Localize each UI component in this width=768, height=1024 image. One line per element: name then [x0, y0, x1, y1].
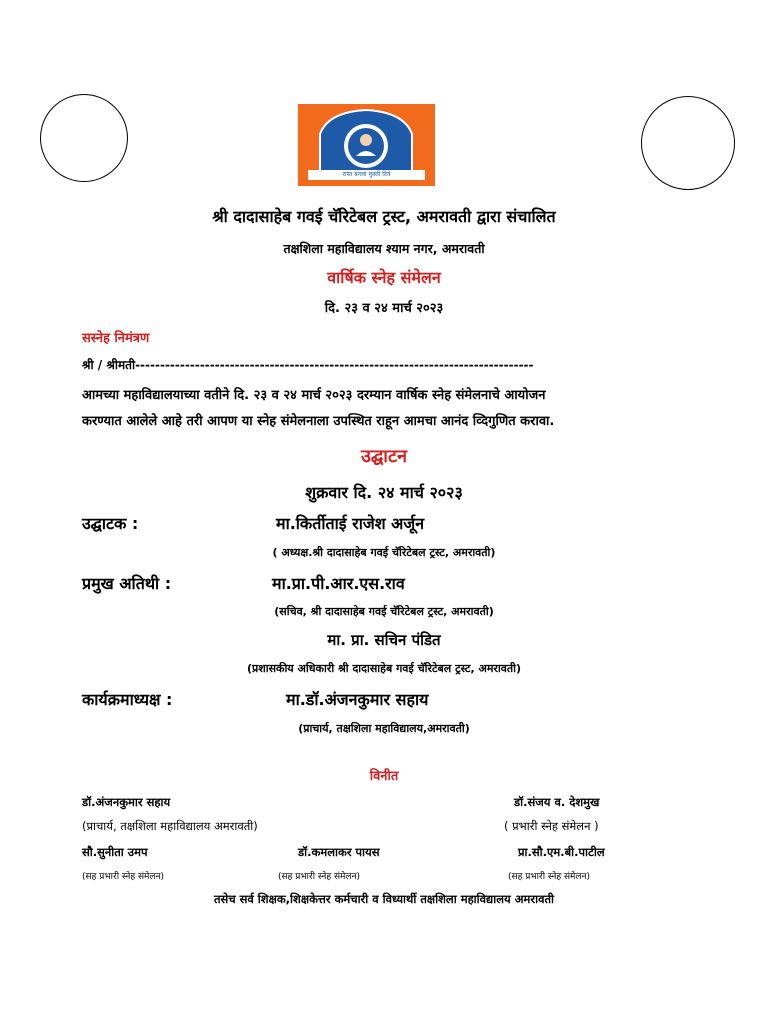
inaugurator-name: मा.किर्तीताई राजेश अर्जून [276, 514, 425, 533]
trust-logo [298, 104, 435, 186]
inaugurator-role: ( अध्यक्ष.श्री दादासाहेब गवई चॅरिटेबल ट्रस्ट, अमरावती) [272, 546, 496, 559]
inaugurator-label: उद्घाटक : [82, 514, 139, 533]
college-line: तक्षशिला महाविद्यालय श्याम नगर, अमरावती [283, 241, 485, 256]
signatory-4-name: डॉ.कमलाकर पायस [298, 845, 380, 859]
trust-line: श्री दादासाहेब गवई चॅरिटेबल ट्रस्ट, अमरावती द्वारा संचालित [212, 207, 556, 226]
signatory-4-role: (सह प्रभारी स्नेह संमेलन) [278, 872, 361, 882]
invite-heading: सस्नेह निमंत्रण [82, 331, 150, 346]
signatory-2-role: ( प्रभारी स्नेह संमेलन ) [504, 819, 599, 833]
signatory-5-role: (सह प्रभारी स्नेह संमेलन) [508, 872, 591, 882]
guest2-name: मा. प्रा. सचिन पंडित [327, 631, 441, 649]
event-title: वार्षिक स्नेह संमेलन [327, 268, 441, 287]
president-role: (प्राचार्य, तक्षशिला महाविद्यालय,अमरावती) [298, 722, 470, 735]
signatory-1-name: डॉ.अंजनकुमार सहाय [82, 795, 171, 809]
chief-guest-name: मा.प्रा.पी.आर.एस.राव [272, 574, 405, 593]
president-label: कार्यक्रमाध्यक्ष : [82, 690, 173, 709]
guest2-role: (प्रशासकीय अधिकारी श्री दादासाहेब गवई चॅरिटेबल ट्रस्ट, अमरावती) [246, 662, 522, 675]
chief-guest-role: (सचिव, श्री दादासाहेब गवई चॅरिटेबल ट्रस्ट, अमरावती) [274, 605, 494, 618]
signatory-5-name: प्रा.सौ.एम.बी.पाटील [518, 845, 605, 859]
invite-body-line2: करण्यात आलेले आहे तरी आपण या स्नेह संमेलनाला उपस्थित राहून आमचा आनंद व्दिगुणित करावा. [82, 414, 555, 429]
footer-line: तसेच सर्व शिक्षक,शिक्षकेत्तर कर्मचारी व विध्यार्थी तक्षशिला महाविद्यालय अमरावती [213, 892, 554, 906]
left-photo-circle [40, 94, 128, 182]
signatory-3-name: सौ.सुनीता उमप [82, 845, 148, 859]
addressee-line: श्री / श्रीमती-------------------------------------------------------------------------------- [82, 358, 534, 372]
chief-guest-label: प्रमुख अतिथी : [82, 574, 172, 593]
invite-body-line1: आमच्या महाविद्यालयाच्या वतीने दि. २३ व २४ मार्च २०२३ दरम्यान वार्षिक स्नेह संमेलनाचे आयोजन [82, 388, 546, 403]
inauguration-date: शुक्रवार दि. २४ मार्च २०२३ [305, 483, 463, 502]
signatory-3-role: (सह प्रभारी स्नेह संमेलन) [82, 872, 165, 882]
sign-off-heading: विनीत [369, 769, 399, 784]
president-name: मा.डॉ.अंजनकुमार सहाय [286, 690, 429, 709]
right-photo-circle [641, 96, 735, 190]
signatory-2-name: डॉ.संजय व. देशमुख [514, 795, 600, 809]
signatory-1-role: (प्राचार्य, तक्षशिला महाविद्यालय अमरावती) [82, 819, 258, 833]
inauguration-heading: उद्घाटन [360, 446, 408, 467]
event-dates: दि. २३ व २४ मार्च २०२३ [324, 301, 444, 316]
logo-motto: रास्त बनला मुक्ती दिये [342, 171, 391, 178]
